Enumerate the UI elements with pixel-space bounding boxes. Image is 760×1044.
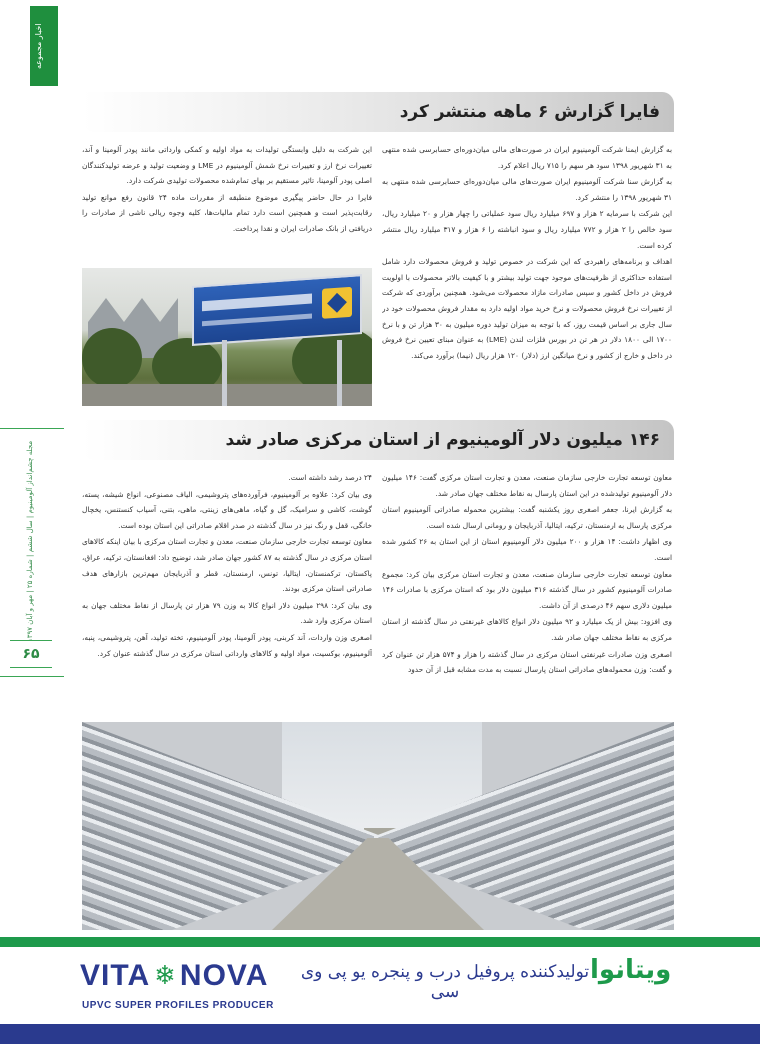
ad-green-bar	[0, 937, 760, 947]
article2-paragraph: اصغری وزن واردات، آند کربنی، پودر آلومینا، پودر آلومینیوم، تخته تولید، آهن، پتروشیمی، پنبه، آلومینیوم، بوکسیت، مواد اولیه و کالاهای وارداتی استان مرکزی در سال گذشته عنوان کرد.	[82, 632, 372, 658]
sign-lettering	[202, 294, 312, 312]
vitanova-logo	[80, 956, 268, 996]
article2-paragraph: وی اظهار داشت: ۱۴ هزار و ۲۰۰ میلیون دلار آلومینیوم استان از این استان به ۲۶ کشور شده است.	[382, 537, 672, 562]
ad-blue-bar	[0, 1024, 760, 1044]
article2-paragraph: ۲۴ درصد رشد داشته است.	[288, 473, 372, 482]
article1-paragraph: به گزارش سنا شرکت آلومینیوم ایران صورت‌های مالی میان‌دوره‌ای حسابرسی شده منتهی به ۳۱ شهریور ۱۳۹۸ را منتشر کرد.	[382, 177, 672, 202]
ad-persian-brand: ویتانوا	[590, 955, 672, 985]
page-number-box	[10, 640, 52, 668]
article1-paragraph: این شرکت به دلیل وابستگی تولیدات به مواد اولیه و کمکی وارداتی مانند پودر آلومینا و آند، تغییرات نرخ ارز و تغییرات نرخ شمش آلومینیوم در LME و وضعیت تولید و عرضه تولیدکنندگان اصلی پودر آلومینا، تاثیر مستقیم بر بهای تمام‌شده محصولات تولیدی شرکت دارد.	[82, 145, 372, 186]
company-logo-icon	[322, 287, 352, 319]
brand-word-2: NOVA	[179, 959, 269, 992]
article1-paragraph: اهداف و برنامه‌های راهبردی که این شرکت در خصوص تولید و فروش محصولات دارد شامل استفاده حداکثری از ظرفیت‌های موجود جهت تولید بیشتر و با کیفیت بالاتر محصولات با اولویت فروش در داخل کشور و سپس صادرات مازاد محصولات می‌شود. همچنین برآوردی که شرکت از تغییرات نرخ فروش محصولات و نرخ خرید مواد اولیه دارد به مقدار فروش محصولات خود در سال جاری بر اساس قیمت روز، که با توجه به میزان تولید دوره میلیون به ۳۰ هزار تن و با نرخ ۱۷۰۰ الی ۱۸۰۰ دلار در هر تن در بورس فلزات لندن (LME) به عنوان مبنای تعیین نرخ فروش در داخل و خارج از کشور و نرخ میانگین ارز (دلار) ۱۲۰ هزار ریال (نیما) برآورد می‌کند.	[382, 257, 672, 360]
tree	[82, 328, 142, 388]
brand-tagline: UPVC SUPER PROFILES PRODUCER	[82, 1000, 274, 1011]
article1-right-column	[382, 142, 672, 404]
article2-paragraph: وی افزود: بیش از یک میلیارد و ۹۲ میلیون دلار انواع کالاهای غیرنفتی در سال گذشته از استان مرکزی به نقاط مختلف جهان صادر شد.	[382, 617, 672, 642]
article2-paragraph: وی بیان کرد: ۲۹۸ میلیون دلار انواع کالا به وزن ۷۹ هزار تن پارسال از نقاط مختلف جهان به استان مرکزی وارد شد.	[82, 600, 372, 626]
page-number: ۶۵	[22, 646, 40, 662]
article2-paragraph: معاون توسعه تجارت خارجی سازمان صنعت، معدن و تجارت استان مرکزی بیان کرد: مجموع صادرات آلومینیوم کشور در سال گذشته ۳۱۶ میلیون دلار بود که استان مرکزی با صادرات ۱۴۶ میلیون دلاری سهم ۴۶ درصدی از آن داشت.	[382, 569, 672, 610]
company-sign	[192, 274, 362, 346]
issue-line: مجله چشم‌انداز آلومینیوم | سال ششم | شماره ۲۵ | مهر و آبان ۱۳۹۷	[26, 440, 34, 642]
road	[82, 384, 372, 406]
article2-paragraph: به گزارش ایرنا، جعفر اصغری روز یکشنبه گفت: بیشترین محموله صادراتی آلومینیوم استان مرکزی پارسال به ارمنستان، ترکیه، ایتالیا، آذربایجان و رومانی ارسال شده است.	[382, 505, 672, 530]
sign-post	[222, 340, 227, 406]
factory-sign-photo	[82, 268, 372, 406]
article2-right-column	[382, 470, 672, 714]
article1-title: فایرا گزارش ۶ ماهه منتشر کرد	[399, 102, 660, 122]
aluminium-ingots-photo	[82, 722, 674, 930]
section-tab-label: اخبار مجموعه	[34, 23, 43, 69]
article2-headline-bar	[82, 420, 674, 460]
article2-paragraph: معاون توسعه تجارت خارجی سازمان صنعت، معدن و تجارت استان مرکزی با بیان اینکه کالاهای استان مرکزی در سال گذشته به ۸۷ کشور جهان صادر شد، توضیح داد: افغانستان، ترکیه، عراق، پاکستان، ترکمنستان، ایتالیا، تونس، ارمنستان، قطر و آذربایجان مهم‌ترین بازارهای هدف صادراتی استان مرکزی بودند.	[82, 537, 372, 594]
article1-paragraph: فایرا در حال حاضر پیگیری موضوع منطبقه از مقررات ماده ۲۴ قانون رفع موانع تولید رقابت‌پذیر است و همچنین است دارد تمام مالیات‌ها، کلیه وجوه ریالی ناشی از صادرات را دریافتی از بانک صادرات ایران و نقدا پرداخت.	[82, 192, 372, 233]
article1-paragraph: این شرکت با سرمایه ۲ هزار و ۶۹۷ میلیارد ریال سود عملیاتی را چهار هزار و ۲۰ میلیارد ریال، سود خالص را ۲ هزار و ۷۷۲ میلیارد ریال و سود انباشته را ۶ هزار و ۳۱۷ میلیارد ریال منتشر کرده است.	[382, 209, 672, 250]
article1-left-column	[82, 142, 372, 264]
article2-paragraph: معاون توسعه تجارت خارجی سازمان صنعت، معدن و تجارت استان مرکزی گفت: ۱۴۶ میلیون دلار آلومینیوم تولیدشده در این استان پارسال به نقاط مختلف جهان صادر شد.	[382, 473, 672, 498]
ad-persian-description: تولیدکننده پروفیل درب و پنجره یو پی وی سی	[300, 962, 590, 1002]
side-divider-bottom	[0, 676, 64, 677]
sign-lettering-english	[202, 314, 312, 327]
sign-post	[337, 340, 342, 406]
maple-leaf-icon: ❄	[154, 961, 176, 991]
article2-paragraph: وی بیان کرد: علاوه بر آلومینیوم، فرآورده‌های پتروشیمی، الیاف مصنوعی، انواع شیشه، پسته، گوشت، کاشی و سرامیک، گل و گیاه، ماهی‌های زینتی، ماهی، بتنی، آسیاب کنستنس، یخچال خانگی، قفل و رنگ نیز در سال گذشته در صدر اقلام صادراتی این استان بوده است.	[82, 489, 372, 530]
article2-paragraph: اصغری وزن صادرات غیرنفتی استان مرکزی در سال گذشته را هزار و ۵۷۴ هزار تن عنوان کرد و گفت: وزن محموله‌های صادراتی استان پارسال نسبت به مدت مشابه قبل از آن حدود	[382, 649, 672, 675]
section-tab	[30, 6, 58, 86]
side-divider-top	[0, 428, 64, 429]
brand-word-1: VITA	[80, 959, 151, 992]
article2-title: ۱۴۶ میلیون دلار آلومینیوم از استان مرکزی صادر شد	[225, 430, 660, 450]
article2-left-column	[82, 470, 372, 714]
article1-headline-bar	[82, 92, 674, 132]
article1-paragraph: به گزارش ایمنا شرکت آلومینیوم ایران در صورت‌های مالی میان‌دوره‌ای حسابرسی شده منتهی به ۳۱ شهریور ۱۳۹۸ سود هر سهم را ۷۱۵ ریال اعلام کرد.	[382, 145, 672, 170]
